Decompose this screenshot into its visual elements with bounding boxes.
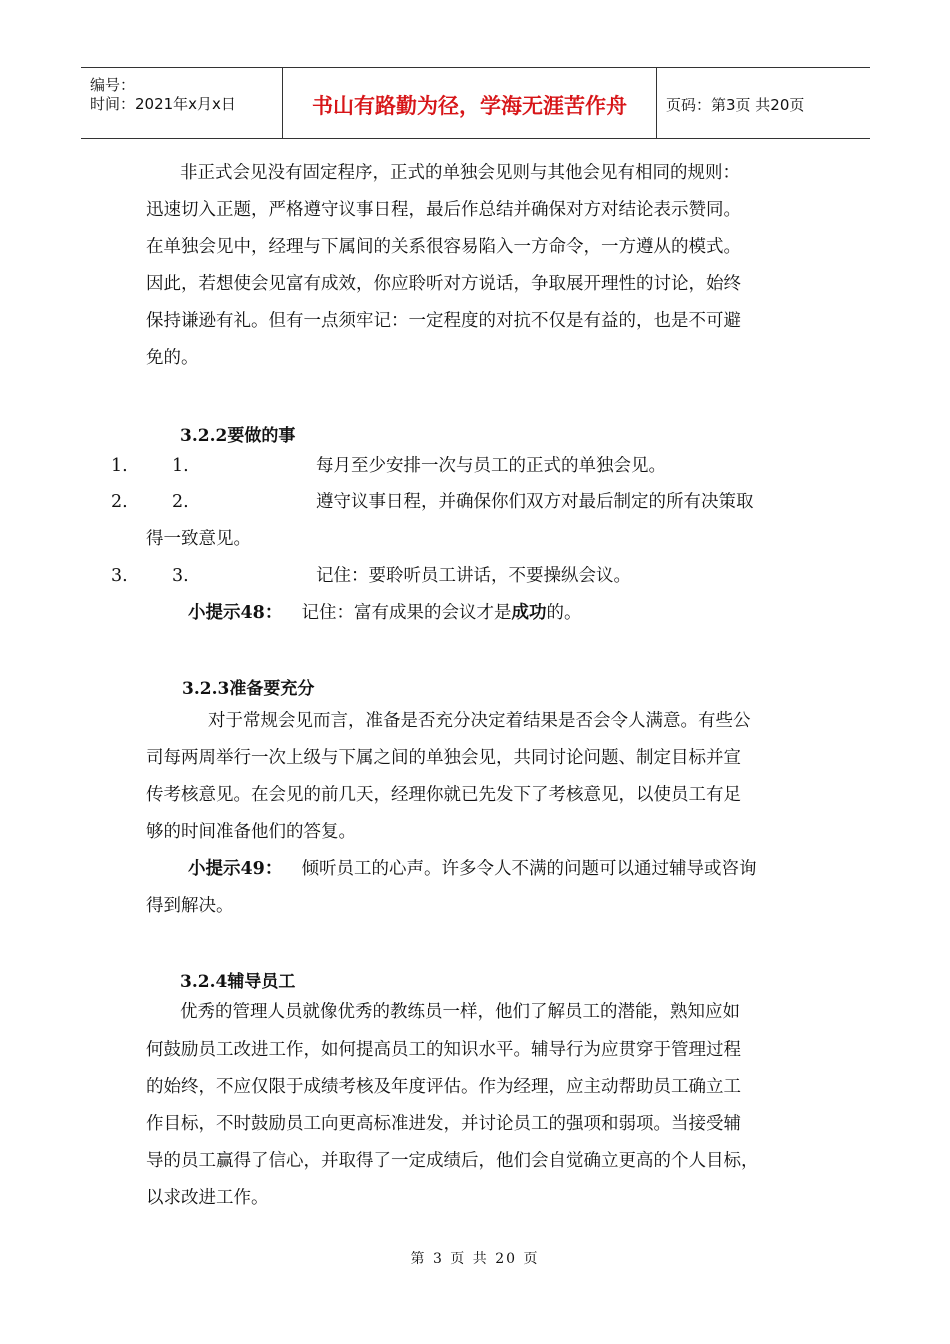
header-motto-cell — [283, 68, 657, 138]
tip-label: 小提示48： — [188, 603, 283, 623]
list-item-text: 每月至少安排一次与员工的正式的单独会见。 — [316, 456, 666, 476]
code-label: 编号： — [90, 76, 136, 94]
section-heading-322: 3.2.2要做的事 — [180, 426, 296, 446]
document-header — [81, 67, 870, 139]
section-heading-323: 3.2.3准备要充分 — [182, 679, 315, 699]
paragraph-line: 在单独会见中，经理与下属间的关系很容易陷入一方命令，一方遵从的模式。 — [146, 237, 741, 257]
page-footer: 第 3 页 共 20 页 — [410, 1251, 540, 1267]
header-meta-cell — [81, 68, 283, 138]
paragraph-line: 何鼓励员工改进工作，如何提高员工的知识水平。辅导行为应贯穿于管理过程 — [146, 1040, 741, 1060]
tip-text: 记住：富有成果的会议才是 — [301, 603, 512, 623]
tip-49-continuation: 得到解决。 — [146, 896, 234, 916]
list-item-outer-number: 1. — [111, 456, 128, 476]
paragraph-line: 传考核意见。在会见的前几天，经理你就已先发下了考核意见，以使员工有足 — [146, 785, 741, 805]
time-label: 时间：2021年x月x日 — [90, 95, 236, 113]
paragraph-line: 以求改进工作。 — [146, 1188, 269, 1208]
paragraph-line: 的始终，不应仅限于成绩考核及年度评估。作为经理，应主动帮助员工确立工 — [146, 1077, 741, 1097]
list-item-text: 记住：要聆听员工讲话，不要操纵会议。 — [316, 566, 631, 586]
list-item-continuation: 得一致意见。 — [146, 529, 251, 549]
tip-text-emphasis: 成功 — [511, 603, 547, 623]
tip-label: 小提示49： — [188, 859, 283, 879]
paragraph-line: 迅速切入正题，严格遵守议事日程，最后作总结并确保对方对结论表示赞同。 — [146, 200, 741, 220]
tip-49 — [188, 857, 757, 881]
tip-48 — [188, 601, 582, 625]
tip-text-end: 的。 — [546, 603, 582, 623]
header-motto: 书山有路勤为径，学海无涯苦作舟 — [312, 94, 627, 118]
paragraph-line: 优秀的管理人员就像优秀的教练员一样，他们了解员工的潜能，熟知应如 — [180, 1002, 740, 1022]
paragraph-line: 司每两周举行一次上级与下属之间的单独会见，共同讨论问题、制定目标并宣 — [146, 748, 741, 768]
header-page-info: 页码：第3页 共20页 — [666, 96, 805, 114]
list-item-outer-number: 2. — [111, 492, 128, 512]
paragraph-line: 保持谦逊有礼。但有一点须牢记：一定程度的对抗不仅是有益的，也是不可避 — [146, 311, 741, 331]
section-heading-324: 3.2.4辅导员工 — [180, 972, 296, 992]
paragraph-line: 因此，若想使会见富有成效，你应聆听对方说话，争取展开理性的讨论，始终 — [146, 274, 741, 294]
paragraph-line: 非正式会见没有固定程序，正式的单独会见则与其他会见有相同的规则： — [180, 163, 740, 183]
tip-text: 倾听员工的心声。许多令人不满的问题可以通过辅导或咨询 — [301, 859, 757, 879]
list-item-inner-number: 3. — [172, 566, 189, 586]
list-item-outer-number: 3. — [111, 566, 128, 586]
paragraph-line: 免的。 — [146, 348, 199, 368]
list-item-text: 遵守议事日程，并确保你们双方对最后制定的所有决策取 — [316, 492, 754, 512]
header-page-cell — [657, 68, 870, 138]
paragraph-line: 导的员工赢得了信心，并取得了一定成绩后，他们会自觉确立更高的个人目标， — [146, 1151, 759, 1171]
paragraph-line: 对于常规会见而言，准备是否充分决定着结果是否会令人满意。有些公 — [208, 711, 751, 731]
paragraph-line: 够的时间准备他们的答复。 — [146, 822, 356, 842]
paragraph-line: 作目标，不时鼓励员工向更高标准进发，并讨论员工的强项和弱项。当接受辅 — [146, 1114, 741, 1134]
list-item-inner-number: 2. — [172, 492, 189, 512]
list-item-inner-number: 1. — [172, 456, 189, 476]
